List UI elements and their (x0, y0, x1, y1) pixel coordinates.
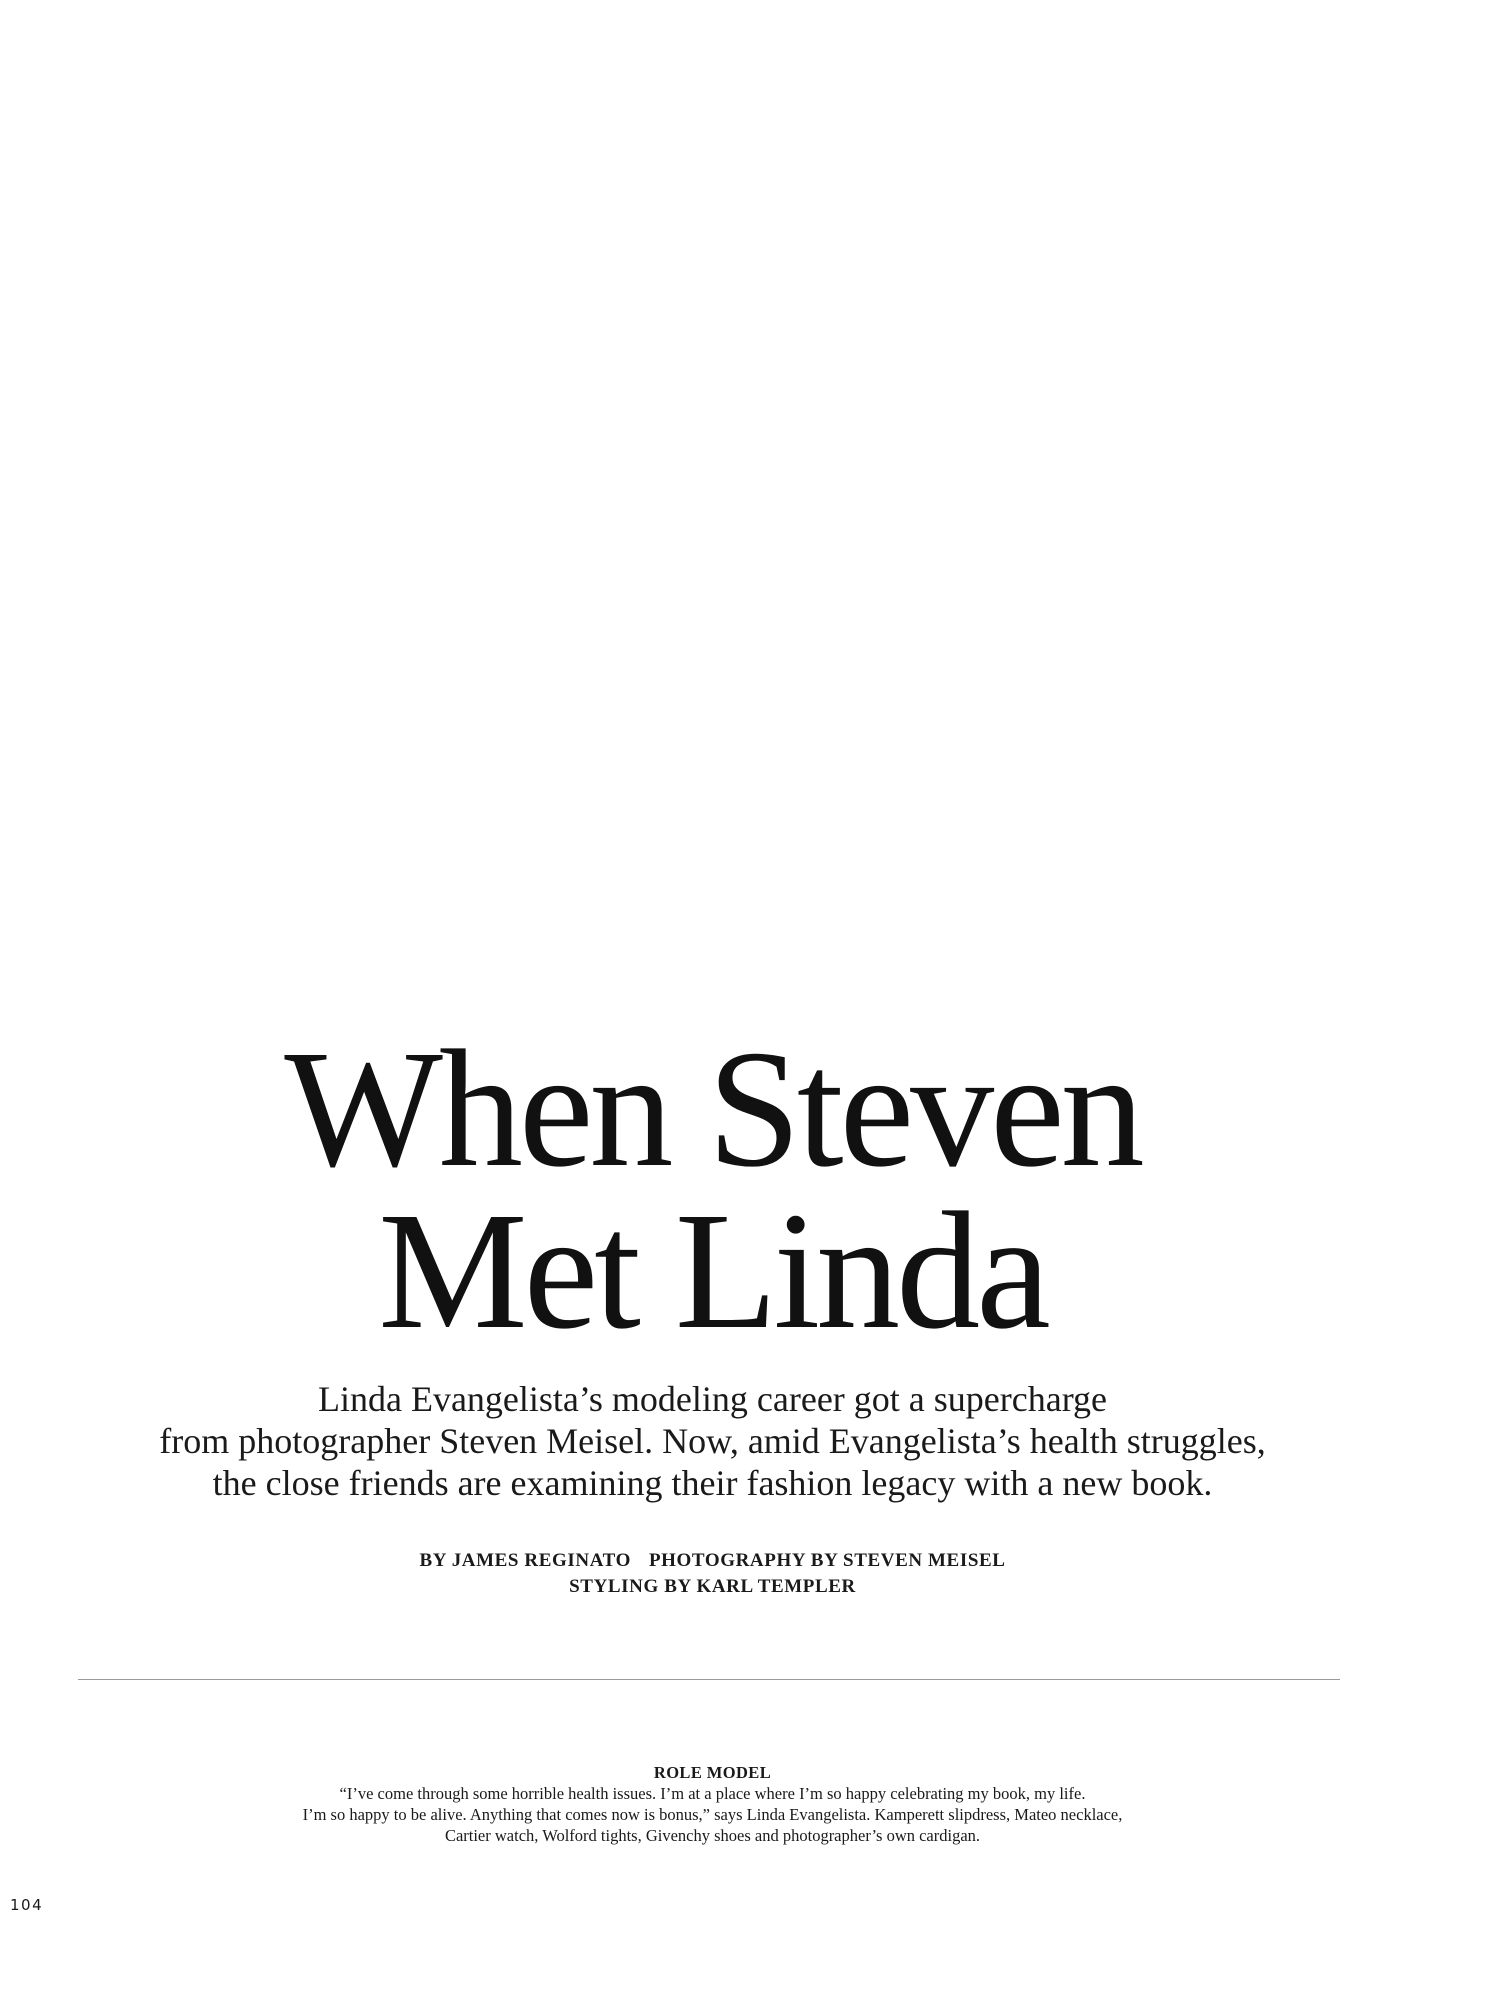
divider-rule (78, 1679, 1340, 1680)
page-number: 104 (10, 1896, 44, 1914)
photo-caption (0, 1762, 1425, 1846)
headline-line-1: When Steven (284, 1016, 1141, 1202)
dek-line-2: from photographer Steven Meisel. Now, amid Evangelista’s health struggles, (159, 1421, 1266, 1461)
headline (0, 1016, 1425, 1364)
caption-line-1: “I’ve come through some horrible health issues. I’m at a place where I’m so happy celebrating my book, my life. (339, 1784, 1086, 1803)
byline: BY JAMES REGINATO (419, 1550, 631, 1571)
styling-credit: STYLING BY KARL TEMPLER (569, 1576, 856, 1597)
dek (0, 1378, 1425, 1504)
caption-title: ROLE MODEL (653, 1763, 772, 1782)
credits-line-1 (0, 1548, 1425, 1574)
caption-line-3: Cartier watch, Wolford tights, Givenchy shoes and photographer’s own cardigan. (444, 1826, 981, 1845)
headline-line-2: Met Linda (378, 1178, 1047, 1364)
credits (0, 1548, 1425, 1600)
caption-line-2: I’m so happy to be alive. Anything that comes now is bonus,” says Linda Evangelista. Kamperett slipdress, Mateo necklace, (302, 1805, 1123, 1824)
dek-line-3: the close friends are examining their fashion legacy with a new book. (212, 1463, 1213, 1503)
dek-line-1: Linda Evangelista’s modeling career got a supercharge (317, 1379, 1108, 1419)
photography-credit: PHOTOGRAPHY BY STEVEN MEISEL (648, 1550, 1006, 1571)
